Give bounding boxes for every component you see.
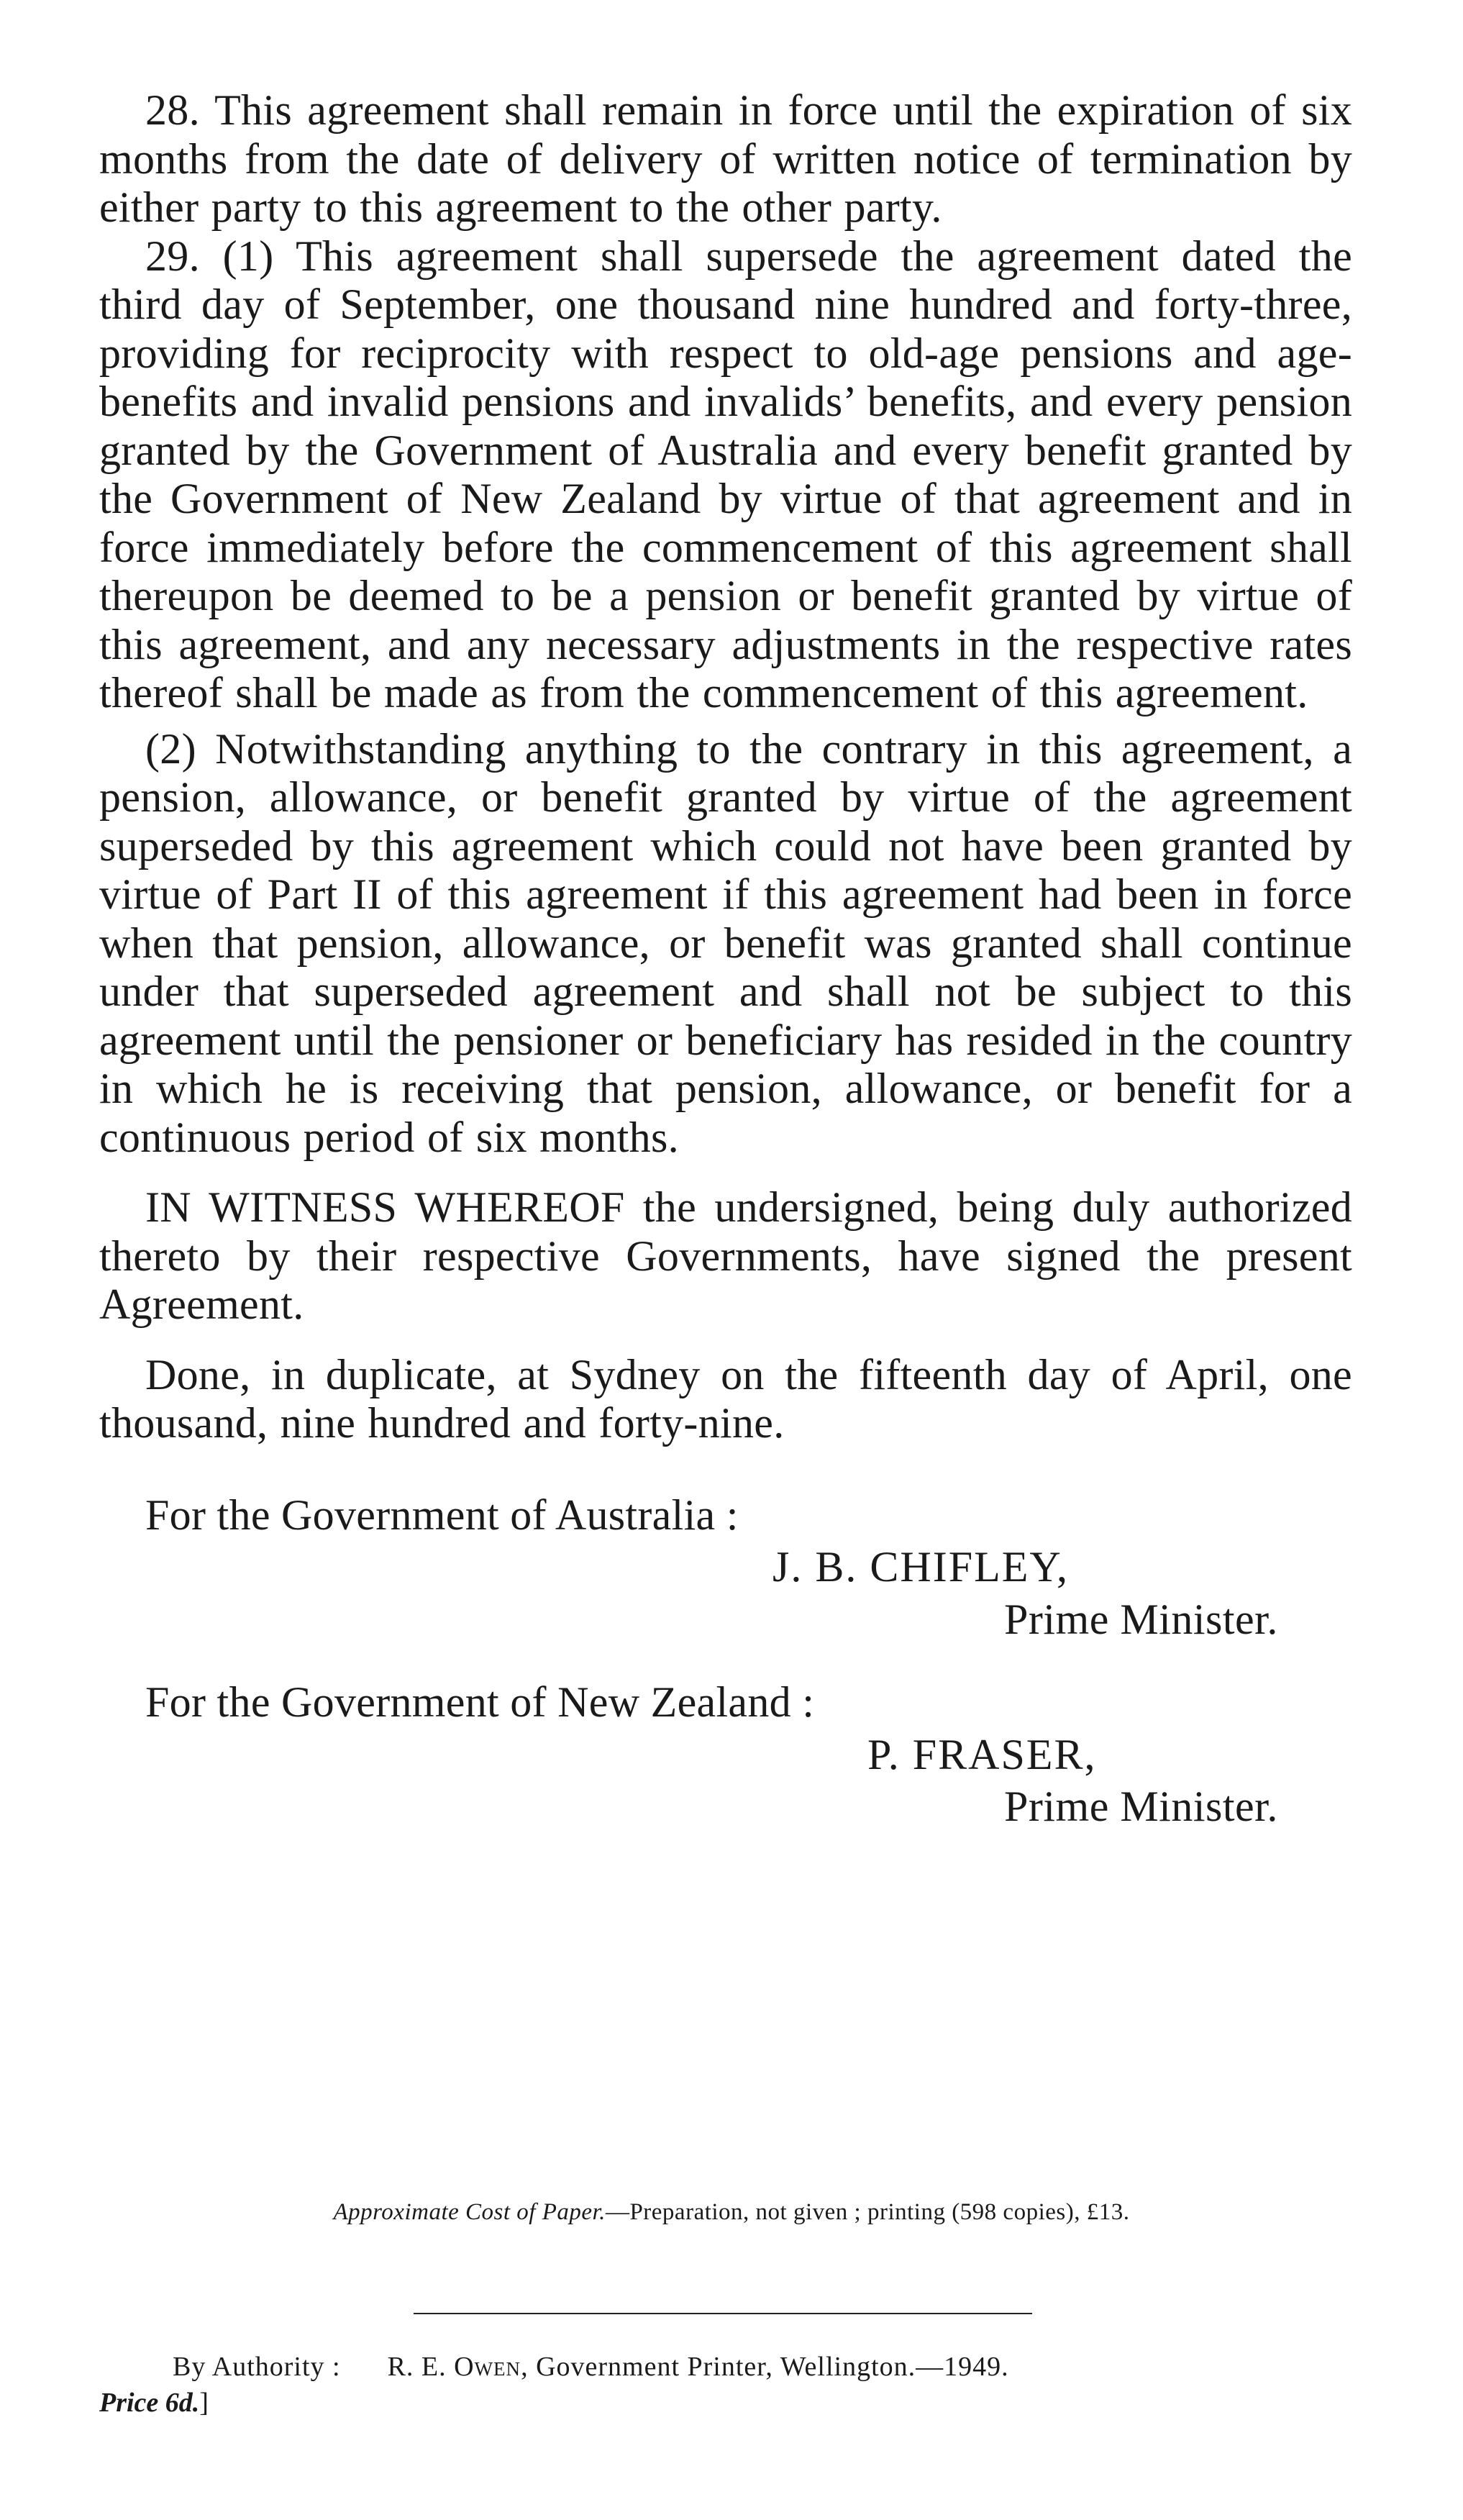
signature-block-australia [99, 1491, 1352, 1645]
printer-authority-line [173, 2351, 1381, 2383]
clause-29-1: 29. (1) This agreement shall supersede the agreement dated the third day of September, one thousand nine hundred and forty-three, providing for reciprocity with respect to old-age pensions and age-benefits and invalid pensions and invalids’ benefits, and every pension granted by the Government of Australia and every benefit granted by the Government of New Zealand by virtue of that agreement and in force immediately before the commencement of this agreement shall thereupon be deemed to be a pension or benefit granted by virtue of this agreement, and any necessary adjustments in the respective rates thereof shall be made as from the commencement of this agreement. [99, 232, 1352, 717]
printer-name: R. E. Owen [387, 2352, 521, 2382]
signature-block-new-zealand [99, 1678, 1352, 1832]
signatory-title-australia: Prime Minister. [1004, 1595, 1278, 1643]
signatory-title-new-zealand: Prime Minister. [1004, 1783, 1278, 1830]
witness-paragraph: IN WITNESS WHEREOF the undersigned, being duly authorized thereto by their respective Governments, have signed the present Agreement. [99, 1183, 1352, 1328]
for-government-australia: For the Government of Australia : [145, 1491, 739, 1539]
done-paragraph: Done, in duplicate, at Sydney on the fifteenth day of April, one thousand, nine hundred and forty-nine. [99, 1350, 1352, 1447]
clause-28: 28. This agreement shall remain in force until the expiration of six months from the date of delivery of written notice of termination by either party to this agreement to the other party. [99, 86, 1352, 231]
cost-label: Approximate Cost of Paper. [333, 2199, 606, 2225]
footer-divider [414, 2313, 1032, 2314]
signatory-name-australia: J. B. CHIFLEY, [772, 1543, 1069, 1591]
cost-text: —Preparation, not given ; printing (598 copies), £13. [605, 2199, 1130, 2225]
price-text: Price 6d. [99, 2388, 200, 2418]
clause-29-2: (2) Notwithstanding anything to the contrary in this agreement, a pension, allowance, or benefit granted by virtue of the agreement superseded by this agreement which could not have been granted by virtue of Part II of this agreement if this agreement had been in force when that pension, allowance, or benefit was granted shall continue under that superseded agreement and shall not be subject to this agreement until the pensioner or beneficiary has resided in the country in which he is receiving that pension, allowance, or benefit for a continuous period of six months. [99, 724, 1352, 1161]
for-government-new-zealand: For the Government of New Zealand : [145, 1678, 815, 1726]
cost-of-paper-note [0, 2198, 1463, 2226]
signatory-name-new-zealand: P. FRASER, [867, 1730, 1097, 1778]
price-bracket: ] [199, 2388, 209, 2418]
authority-label: By Authority : [173, 2352, 341, 2382]
printer-details: , Government Printer, Wellington.—1949. [521, 2352, 1009, 2382]
price-note [99, 2387, 209, 2419]
document-page [99, 86, 1352, 1832]
